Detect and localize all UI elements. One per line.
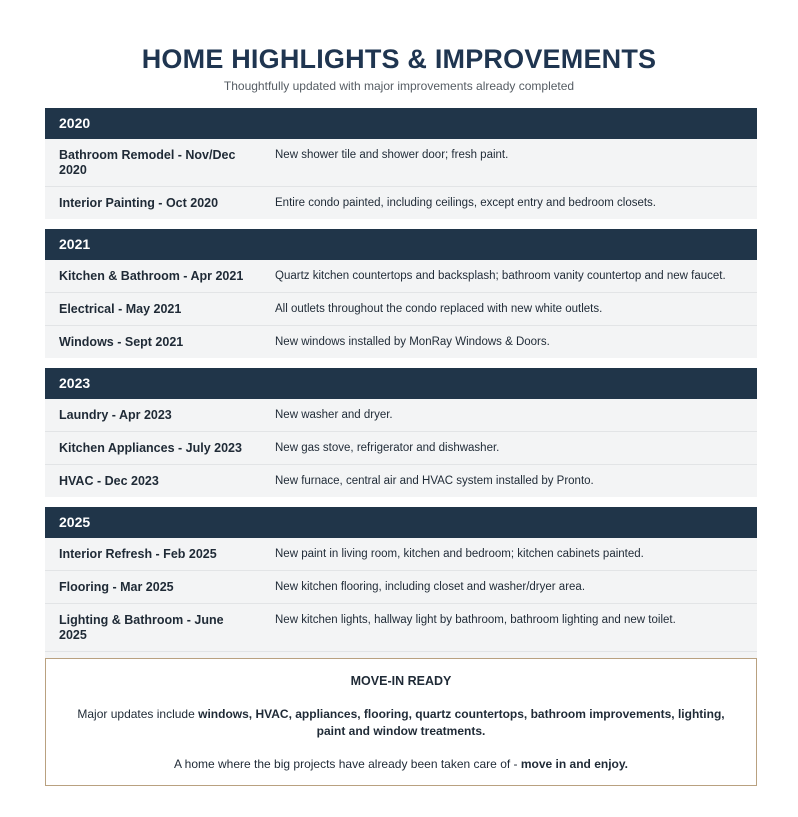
- improvement-description: New gas stove, refrigerator and dishwasher.: [275, 442, 500, 454]
- improvement-row: [45, 571, 757, 604]
- section-2023: [45, 368, 757, 497]
- improvement-title: Lighting & Bathroom - June 2025: [59, 613, 224, 642]
- improvement-description: New kitchen lights, hallway light by bathroom, bathroom lighting and new toilet.: [275, 614, 676, 626]
- callout-summary-highlights: windows, HVAC, appliances, flooring, quartz countertops, bathroom improvements, lighting, paint and window treatments.: [198, 707, 725, 738]
- improvement-row: [45, 432, 757, 465]
- improvement-row: [45, 604, 757, 652]
- move-in-ready-callout: [45, 658, 757, 786]
- improvement-description: New paint in living room, kitchen and bedroom; kitchen cabinets painted.: [275, 548, 644, 560]
- improvement-description: Entire condo painted, including ceilings, except entry and bedroom closets.: [275, 197, 657, 209]
- year-header: 2023: [45, 368, 757, 399]
- improvement-title: Bathroom Remodel - Nov/Dec 2020: [59, 148, 236, 177]
- year-header: 2021: [45, 229, 757, 260]
- callout-closing: [46, 756, 756, 773]
- improvement-title: Electrical - May 2021: [59, 302, 182, 316]
- improvement-description: New shower tile and shower door; fresh paint.: [275, 149, 509, 161]
- improvement-description: All outlets throughout the condo replaced with new white outlets.: [275, 303, 603, 315]
- improvement-row: [45, 538, 757, 571]
- year-header: 2025: [45, 507, 757, 538]
- improvement-row: [45, 293, 757, 326]
- callout-summary-prefix: Major updates include: [77, 707, 199, 721]
- improvement-row: [45, 187, 757, 219]
- improvement-description: Quartz kitchen countertops and backsplash; bathroom vanity countertop and new faucet.: [275, 270, 726, 282]
- improvement-title: HVAC - Dec 2023: [59, 474, 159, 488]
- improvement-row: [45, 465, 757, 497]
- year-header: 2020: [45, 108, 757, 139]
- improvement-title: Interior Painting - Oct 2020: [59, 196, 219, 210]
- improvement-row: [45, 326, 757, 358]
- improvement-title: Windows - Sept 2021: [59, 335, 184, 349]
- page-subtitle: Thoughtfully updated with major improvements already completed: [223, 79, 575, 93]
- callout-title: MOVE-IN READY: [350, 674, 452, 688]
- improvement-description: New windows installed by MonRay Windows & Doors.: [275, 336, 550, 348]
- improvement-row: [45, 260, 757, 293]
- section-2020: [45, 108, 757, 219]
- callout-summary: [62, 706, 740, 740]
- improvement-title: Kitchen & Bathroom - Apr 2021: [59, 269, 244, 283]
- improvements-list: [45, 108, 757, 694]
- improvement-row: [45, 399, 757, 432]
- page-title: HOME HIGHLIGHTS & IMPROVEMENTS: [141, 44, 657, 74]
- improvement-description: New furnace, central air and HVAC system installed by Pronto.: [275, 475, 594, 487]
- section-2021: [45, 229, 757, 358]
- improvement-title: Laundry - Apr 2023: [59, 408, 172, 422]
- improvement-description: New washer and dryer.: [275, 409, 393, 421]
- improvement-title: Interior Refresh - Feb 2025: [59, 547, 217, 561]
- callout-closing-prefix: A home where the big projects have already been taken care of -: [173, 757, 521, 771]
- callout-closing-emphasis: move in and enjoy.: [520, 757, 628, 771]
- improvement-row: [45, 139, 757, 187]
- improvement-title: Flooring - Mar 2025: [59, 580, 174, 594]
- improvement-description: New kitchen flooring, including closet and washer/dryer area.: [275, 581, 586, 593]
- improvement-title: Kitchen Appliances - July 2023: [59, 441, 242, 455]
